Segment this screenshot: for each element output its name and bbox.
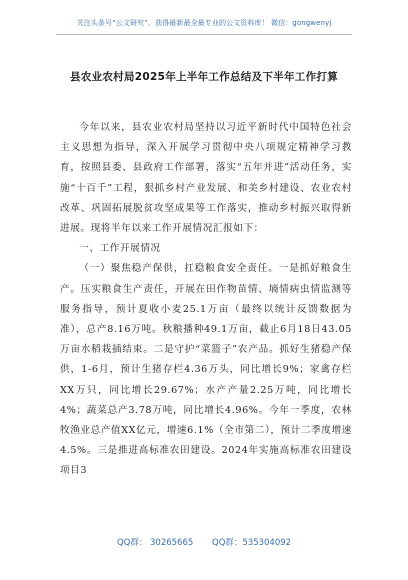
document-title: 县农业农村局2025年上半年工作总结及下半年工作打算 [69, 71, 339, 83]
document-body [60, 118, 352, 482]
section-heading: 一、工作开展情况 [79, 243, 161, 255]
footer-qq-group-2: QQ群：535304092 [212, 538, 292, 548]
section-paragraph: （一）聚焦稳产保供，扛稳粮食安全责任。一是抓好粮食生产。压实粮食生产责任，开展在田作物苗情、墒情病虫情监测等服务指导，预计夏收小麦25.1万亩（最终以统计反馈数据为准），总产8.16万吨。秋粮播种49.1万亩，截止6月18日43.05万亩水稻栽插结束。二是守护“菜篮子”农产品。抓好生猪稳产保供，1-6月，预计生猪存栏4.36万头，同比增长9%；家禽存栏XX万只，同比增长29.67%；水产产量2.25万吨，同比增长4%；蔬菜总产3.78万吨，同比增长4.96%。今年一季度，农林牧渔业总产值XX亿元，增速6.1%（全市第二），预计二季度增速4.5%。三是推进高标准农田建设。2024年实施高标准农田建设项目3 [60, 263, 352, 477]
footer-contact [0, 536, 408, 548]
footer-qq-group-1: QQ群： 30265665 [116, 538, 194, 548]
header-promo-note: 关注头条号“公文研究”，获得最新最全最专业的公文资料库！ 微信：gongwenyj [76, 19, 332, 27]
intro-paragraph: 今年以来，县农业农村局坚持以习近平新时代中国特色社会主义思想为指导，深入开展学习贯彻中央八项规定精神学习教育，按照县委、县政府工作部署，落实“五年并进”活动任务，实施“十百千”工程，狠抓乡村产业发展、和美乡村建设、农业农村改革、巩固拓展脱贫攻坚成果等工作落实，推动乡村振兴取得新进展。现将半年以来工作开展情况汇报如下： [60, 122, 352, 235]
header-divider [56, 34, 352, 35]
